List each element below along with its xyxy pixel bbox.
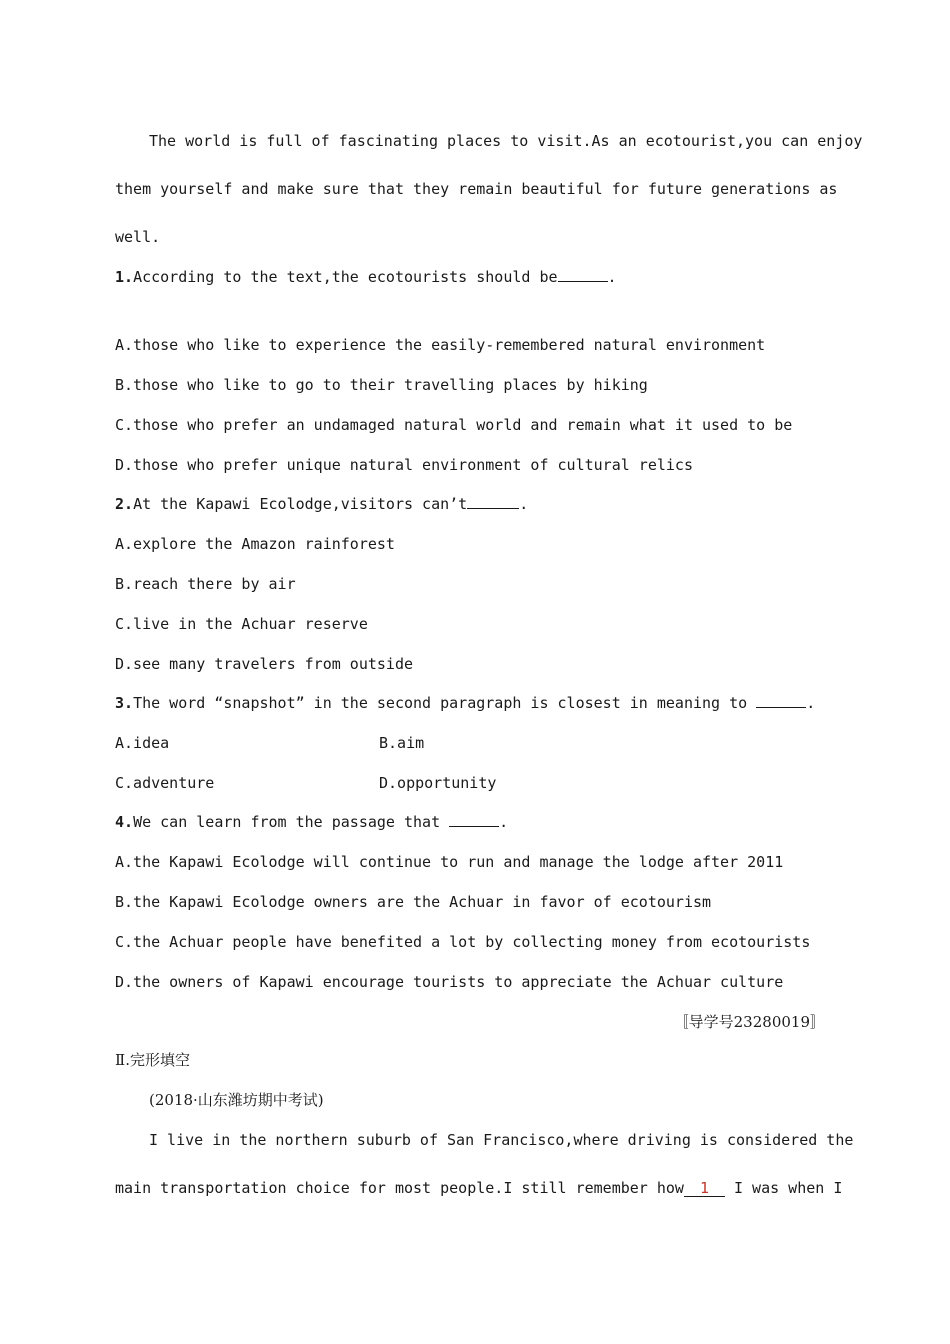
option-3c: C.adventure [115, 774, 215, 792]
option-4d: D.the owners of Kapawi encourage tourists to appreciate the Achuar culture [115, 973, 784, 991]
question-end: . [499, 813, 509, 831]
intro-line-2: them yourself and make sure that they remain beautiful for future generations as [115, 180, 838, 198]
option-row-3cd [115, 773, 497, 793]
option-3a: A.idea [115, 734, 170, 752]
question-number: 2. [115, 495, 134, 513]
option-1a: A.those who like to experience the easily-remembered natural environment [115, 336, 766, 354]
question-stem: The word “snapshot” in the second paragraph is closest in meaning to [133, 694, 757, 712]
option-1d: D.those who prefer unique natural environment of cultural relics [115, 456, 693, 474]
cloze-line-2 [115, 1178, 842, 1198]
question-3 [115, 693, 815, 713]
intro-line-1: The world is full of fascinating places to visit.As an ecotourist,you can enjoy [149, 132, 863, 150]
option-row-3ab [115, 733, 425, 753]
answer-blank [756, 693, 806, 708]
option-3b: B.aim [379, 734, 425, 752]
option-2a: A.explore the Amazon rainforest [115, 535, 395, 553]
option-1b: B.those who like to go to their travelling places by hiking [115, 376, 648, 394]
section-heading: Ⅱ.完形填空 [115, 1051, 190, 1069]
question-stem: We can learn from the passage that [133, 813, 450, 831]
question-number: 4. [115, 813, 134, 831]
option-2b: B.reach there by air [115, 575, 296, 593]
question-4 [115, 812, 508, 832]
question-stem: At the Kapawi Ecolodge,visitors can’t [133, 495, 468, 513]
cloze-text-before: main transportation choice for most people.I still remember how [115, 1179, 684, 1197]
question-end: . [519, 495, 529, 513]
question-end: . [607, 268, 617, 286]
cloze-blank-1: 1 [684, 1178, 725, 1197]
option-4c: C.the Achuar people have benefited a lot by collecting money from ecotourists [115, 933, 811, 951]
section-source: (2018·山东潍坊期中考试) [149, 1091, 324, 1109]
cloze-line-1: I live in the northern suburb of San Francisco,where driving is considered the [149, 1131, 854, 1149]
option-1c: C.those who prefer an undamaged natural world and remain what it used to be [115, 416, 793, 434]
answer-blank [449, 812, 499, 827]
question-stem: According to the text,the ecotourists should be [133, 268, 558, 286]
question-end: . [806, 694, 816, 712]
question-1 [115, 267, 617, 287]
option-2d: D.see many travelers from outside [115, 655, 414, 673]
reference-number: 〚导学号23280019〛 [673, 1013, 825, 1031]
option-3d: D.opportunity [379, 774, 497, 792]
answer-blank [558, 267, 608, 282]
question-number: 1. [115, 268, 134, 286]
question-number: 3. [115, 694, 134, 712]
question-2 [115, 494, 528, 514]
option-2c: C.live in the Achuar reserve [115, 615, 368, 633]
option-4b: B.the Kapawi Ecolodge owners are the Achuar in favor of ecotourism [115, 893, 712, 911]
option-4a: A.the Kapawi Ecolodge will continue to run and manage the lodge after 2011 [115, 853, 784, 871]
intro-line-3: well. [115, 228, 161, 246]
cloze-text-after: I was when I [724, 1179, 843, 1197]
answer-blank [467, 494, 519, 509]
